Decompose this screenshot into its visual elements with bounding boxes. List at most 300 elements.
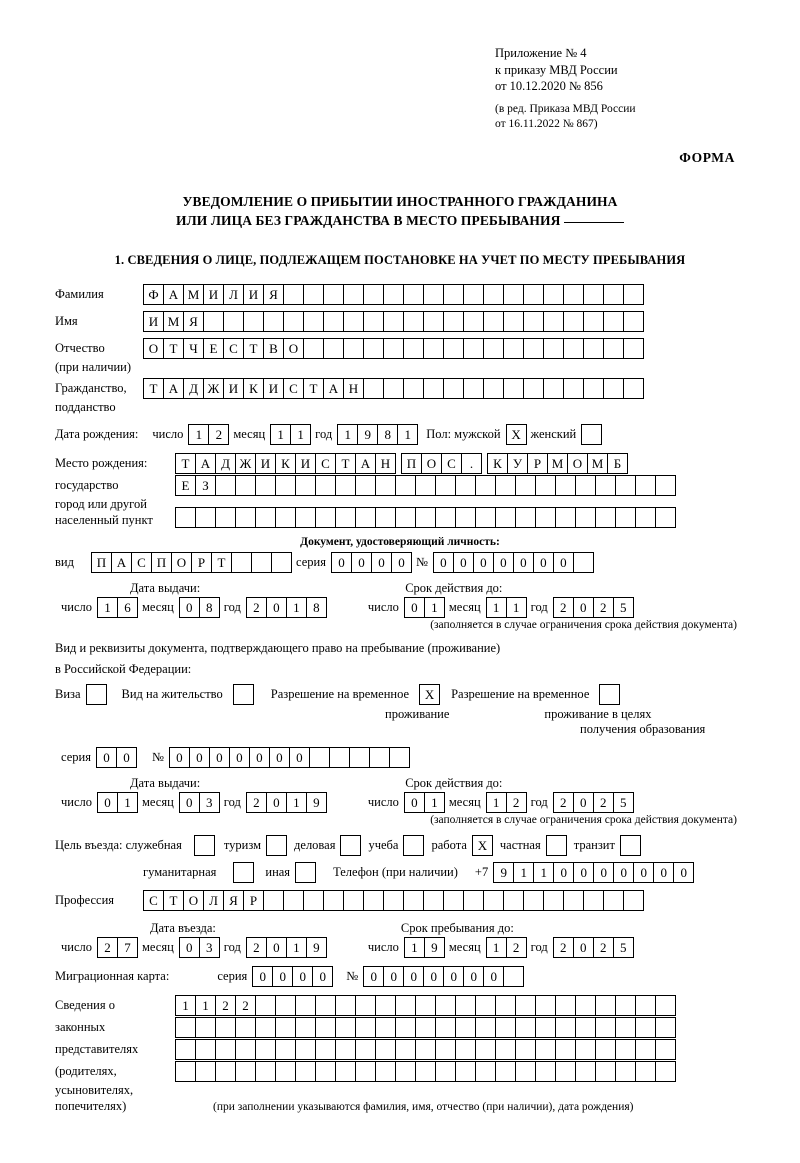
cell[interactable]: 2 xyxy=(506,937,527,958)
cell[interactable]: Р xyxy=(527,453,548,474)
cell[interactable]: Я xyxy=(263,284,284,305)
cell[interactable]: 1 xyxy=(97,597,118,618)
cell[interactable]: Р xyxy=(243,890,264,911)
cell[interactable] xyxy=(483,378,504,399)
cell[interactable] xyxy=(423,378,444,399)
cell[interactable]: О xyxy=(171,552,192,573)
cell[interactable] xyxy=(315,1039,336,1060)
cell[interactable] xyxy=(655,1061,676,1082)
cell[interactable] xyxy=(523,311,544,332)
cell[interactable]: 1 xyxy=(424,597,445,618)
cell[interactable]: 2 xyxy=(215,995,236,1016)
cell[interactable]: 0 xyxy=(513,552,534,573)
cell[interactable]: 0 xyxy=(633,862,654,883)
cell[interactable] xyxy=(463,338,484,359)
birthplace-line1-input[interactable] xyxy=(175,453,627,474)
birthplace-line2-input[interactable] xyxy=(175,475,675,496)
cell[interactable]: А xyxy=(111,552,132,573)
cell[interactable] xyxy=(231,552,252,573)
cell[interactable] xyxy=(535,1039,556,1060)
cell[interactable] xyxy=(623,284,644,305)
cell[interactable] xyxy=(575,475,596,496)
cell[interactable] xyxy=(233,862,254,883)
entry-year-input[interactable] xyxy=(246,937,326,958)
cell[interactable] xyxy=(563,338,584,359)
cell[interactable]: И xyxy=(223,378,244,399)
cell[interactable] xyxy=(355,1061,376,1082)
cell[interactable]: И xyxy=(263,378,284,399)
cell[interactable] xyxy=(595,507,616,528)
cell[interactable] xyxy=(455,1017,476,1038)
permit-issue-month-input[interactable] xyxy=(179,792,219,813)
cell[interactable]: 0 xyxy=(573,597,594,618)
cell[interactable]: Т xyxy=(175,453,196,474)
cell[interactable]: 1 xyxy=(513,862,534,883)
cell[interactable] xyxy=(555,1061,576,1082)
cell[interactable] xyxy=(340,835,361,856)
cell[interactable] xyxy=(563,284,584,305)
cell[interactable]: 0 xyxy=(483,966,504,987)
cell[interactable]: Х xyxy=(419,684,440,705)
permit-issue-day-input[interactable] xyxy=(97,792,137,813)
cell[interactable]: А xyxy=(163,378,184,399)
cell[interactable]: 0 xyxy=(453,552,474,573)
cell[interactable]: 0 xyxy=(292,966,313,987)
cell[interactable]: Т xyxy=(303,378,324,399)
cell[interactable]: 0 xyxy=(371,552,392,573)
cell[interactable]: 0 xyxy=(613,862,634,883)
cell[interactable] xyxy=(275,1061,296,1082)
cell[interactable] xyxy=(233,684,254,705)
cell[interactable] xyxy=(235,507,256,528)
cell[interactable] xyxy=(389,747,410,768)
temp-residence-checkbox[interactable] xyxy=(419,684,439,705)
cell[interactable]: О xyxy=(143,338,164,359)
cell[interactable]: И xyxy=(243,284,264,305)
purpose-business-checkbox[interactable] xyxy=(340,835,360,856)
cell[interactable] xyxy=(349,747,370,768)
cell[interactable] xyxy=(615,1061,636,1082)
cell[interactable] xyxy=(515,475,536,496)
cell[interactable] xyxy=(435,1061,456,1082)
cell[interactable]: К xyxy=(487,453,508,474)
cell[interactable] xyxy=(635,1039,656,1060)
purpose-humanitarian-checkbox[interactable] xyxy=(233,862,253,883)
cell[interactable]: С xyxy=(131,552,152,573)
cell[interactable] xyxy=(515,1039,536,1060)
cell[interactable]: 0 xyxy=(351,552,372,573)
idoc-issue-month-input[interactable] xyxy=(179,597,219,618)
cell[interactable]: 1 xyxy=(270,424,291,445)
cell[interactable] xyxy=(383,890,404,911)
cell[interactable] xyxy=(383,378,404,399)
cell[interactable] xyxy=(503,378,524,399)
cell[interactable] xyxy=(235,475,256,496)
cell[interactable] xyxy=(255,475,276,496)
cell[interactable] xyxy=(295,507,316,528)
cell[interactable] xyxy=(515,507,536,528)
sex-male-checkbox[interactable] xyxy=(506,424,526,445)
cell[interactable] xyxy=(615,507,636,528)
cell[interactable]: Ч xyxy=(183,338,204,359)
cell[interactable]: Т xyxy=(163,890,184,911)
cell[interactable] xyxy=(255,1039,276,1060)
cell[interactable] xyxy=(495,1039,516,1060)
legal-rep-line2-input[interactable] xyxy=(175,1017,675,1038)
cell[interactable]: И xyxy=(255,453,276,474)
cell[interactable]: 0 xyxy=(272,966,293,987)
cell[interactable] xyxy=(395,1061,416,1082)
cell[interactable] xyxy=(415,1061,436,1082)
cell[interactable] xyxy=(363,284,384,305)
cell[interactable]: 8 xyxy=(377,424,398,445)
cell[interactable]: К xyxy=(243,378,264,399)
cell[interactable] xyxy=(235,1061,256,1082)
cell[interactable] xyxy=(655,507,676,528)
cell[interactable] xyxy=(403,311,424,332)
cell[interactable] xyxy=(423,284,444,305)
cell[interactable] xyxy=(195,1061,216,1082)
cell[interactable]: 0 xyxy=(391,552,412,573)
cell[interactable]: 0 xyxy=(404,597,425,618)
cell[interactable] xyxy=(599,684,620,705)
cell[interactable] xyxy=(403,338,424,359)
cell[interactable]: И xyxy=(143,311,164,332)
cell[interactable] xyxy=(275,995,296,1016)
cell[interactable]: 0 xyxy=(573,862,594,883)
cell[interactable]: 0 xyxy=(653,862,674,883)
cell[interactable] xyxy=(383,284,404,305)
cell[interactable] xyxy=(415,1017,436,1038)
cell[interactable] xyxy=(543,311,564,332)
cell[interactable] xyxy=(503,338,524,359)
cell[interactable]: 2 xyxy=(246,792,267,813)
cell[interactable]: 5 xyxy=(613,937,634,958)
cell[interactable]: 0 xyxy=(312,966,333,987)
cell[interactable] xyxy=(275,1017,296,1038)
cell[interactable]: 0 xyxy=(403,966,424,987)
cell[interactable]: С xyxy=(441,453,462,474)
cell[interactable] xyxy=(235,1017,256,1038)
purpose-service-checkbox[interactable] xyxy=(194,835,214,856)
cell[interactable] xyxy=(266,835,287,856)
cell[interactable]: Н xyxy=(343,378,364,399)
cell[interactable] xyxy=(503,890,524,911)
cell[interactable]: 2 xyxy=(506,792,527,813)
cell[interactable] xyxy=(635,507,656,528)
cell[interactable] xyxy=(383,338,404,359)
birthplace-line3-input[interactable] xyxy=(175,507,675,528)
cell[interactable] xyxy=(463,311,484,332)
cell[interactable] xyxy=(575,507,596,528)
cell[interactable] xyxy=(255,1017,276,1038)
cell[interactable] xyxy=(475,1039,496,1060)
cell[interactable] xyxy=(483,338,504,359)
cell[interactable] xyxy=(535,1017,556,1038)
citizenship-input[interactable] xyxy=(143,378,643,399)
idoc-valid-month-input[interactable] xyxy=(486,597,526,618)
cell[interactable] xyxy=(175,1039,196,1060)
idoc-valid-year-input[interactable] xyxy=(553,597,633,618)
cell[interactable]: 0 xyxy=(209,747,230,768)
cell[interactable]: 1 xyxy=(404,937,425,958)
cell[interactable] xyxy=(403,835,424,856)
cell[interactable]: 2 xyxy=(553,792,574,813)
cell[interactable] xyxy=(275,1039,296,1060)
cell[interactable] xyxy=(603,338,624,359)
cell[interactable]: 5 xyxy=(613,792,634,813)
legal-rep-line3-input[interactable] xyxy=(175,1039,675,1060)
cell[interactable] xyxy=(623,890,644,911)
cell[interactable] xyxy=(603,378,624,399)
cell[interactable]: Т xyxy=(211,552,232,573)
cell[interactable]: 2 xyxy=(593,597,614,618)
cell[interactable] xyxy=(655,1017,676,1038)
cell[interactable] xyxy=(295,1061,316,1082)
surname-input[interactable] xyxy=(143,284,643,305)
cell[interactable]: А xyxy=(355,453,376,474)
cell[interactable] xyxy=(343,284,364,305)
cell[interactable]: 1 xyxy=(175,995,196,1016)
mc-number-input[interactable] xyxy=(363,966,523,987)
cell[interactable] xyxy=(355,1017,376,1038)
residence-permit-checkbox[interactable] xyxy=(233,684,253,705)
cell[interactable]: 0 xyxy=(116,747,137,768)
cell[interactable] xyxy=(195,507,216,528)
cell[interactable] xyxy=(203,311,224,332)
cell[interactable] xyxy=(581,424,602,445)
cell[interactable] xyxy=(435,475,456,496)
cell[interactable]: Л xyxy=(223,284,244,305)
purpose-private-checkbox[interactable] xyxy=(546,835,566,856)
cell[interactable]: 1 xyxy=(486,597,507,618)
idoc-number-input[interactable] xyxy=(433,552,593,573)
cell[interactable] xyxy=(463,378,484,399)
cell[interactable]: 1 xyxy=(486,937,507,958)
cell[interactable]: Т xyxy=(335,453,356,474)
cell[interactable]: 9 xyxy=(357,424,378,445)
cell[interactable]: 9 xyxy=(306,937,327,958)
cell[interactable] xyxy=(543,284,564,305)
cell[interactable] xyxy=(271,552,292,573)
cell[interactable]: М xyxy=(547,453,568,474)
cell[interactable] xyxy=(543,890,564,911)
cell[interactable]: С xyxy=(283,378,304,399)
entry-day-input[interactable] xyxy=(97,937,137,958)
cell[interactable] xyxy=(515,995,536,1016)
cell[interactable]: 2 xyxy=(235,995,256,1016)
cell[interactable]: 9 xyxy=(424,937,445,958)
cell[interactable] xyxy=(495,1061,516,1082)
stay-year-input[interactable] xyxy=(553,937,633,958)
cell[interactable]: 1 xyxy=(486,792,507,813)
cell[interactable]: М xyxy=(163,311,184,332)
cell[interactable]: 3 xyxy=(199,937,220,958)
permit-issue-year-input[interactable] xyxy=(246,792,326,813)
cell[interactable]: Я xyxy=(223,890,244,911)
cell[interactable] xyxy=(175,1017,196,1038)
cell[interactable]: 2 xyxy=(246,597,267,618)
cell[interactable]: 0 xyxy=(179,937,200,958)
cell[interactable] xyxy=(555,507,576,528)
cell[interactable] xyxy=(495,475,516,496)
cell[interactable] xyxy=(543,378,564,399)
cell[interactable]: 0 xyxy=(269,747,290,768)
cell[interactable] xyxy=(483,311,504,332)
purpose-work-checkbox[interactable] xyxy=(472,835,492,856)
cell[interactable]: Б xyxy=(607,453,628,474)
cell[interactable]: Я xyxy=(183,311,204,332)
name-input[interactable] xyxy=(143,311,643,332)
cell[interactable]: 2 xyxy=(553,597,574,618)
cell[interactable] xyxy=(620,835,641,856)
cell[interactable] xyxy=(295,995,316,1016)
cell[interactable] xyxy=(583,338,604,359)
cell[interactable] xyxy=(503,284,524,305)
cell[interactable] xyxy=(595,475,616,496)
cell[interactable]: В xyxy=(263,338,284,359)
cell[interactable] xyxy=(295,862,316,883)
cell[interactable] xyxy=(615,995,636,1016)
cell[interactable] xyxy=(323,284,344,305)
cell[interactable] xyxy=(443,890,464,911)
cell[interactable]: О xyxy=(567,453,588,474)
cell[interactable] xyxy=(435,1039,456,1060)
cell[interactable]: 0 xyxy=(593,862,614,883)
cell[interactable] xyxy=(563,311,584,332)
cell[interactable]: 1 xyxy=(117,792,138,813)
cell[interactable]: 1 xyxy=(290,424,311,445)
cell[interactable]: 1 xyxy=(195,995,216,1016)
cell[interactable] xyxy=(443,338,464,359)
cell[interactable] xyxy=(503,966,524,987)
cell[interactable]: 0 xyxy=(383,966,404,987)
cell[interactable]: 2 xyxy=(97,937,118,958)
cell[interactable]: Д xyxy=(183,378,204,399)
cell[interactable]: Ж xyxy=(203,378,224,399)
cell[interactable] xyxy=(583,890,604,911)
cell[interactable] xyxy=(395,1039,416,1060)
cell[interactable]: 0 xyxy=(433,552,454,573)
permit-series-input[interactable] xyxy=(96,747,136,768)
cell[interactable] xyxy=(595,1017,616,1038)
cell[interactable] xyxy=(523,378,544,399)
cell[interactable] xyxy=(335,1039,356,1060)
cell[interactable] xyxy=(655,475,676,496)
cell[interactable] xyxy=(535,507,556,528)
cell[interactable] xyxy=(375,995,396,1016)
cell[interactable] xyxy=(375,1017,396,1038)
cell[interactable]: 1 xyxy=(506,597,527,618)
cell[interactable] xyxy=(215,1017,236,1038)
cell[interactable] xyxy=(335,995,356,1016)
cell[interactable] xyxy=(415,475,436,496)
cell[interactable] xyxy=(215,507,236,528)
patronymic-input[interactable] xyxy=(143,338,643,359)
cell[interactable] xyxy=(475,507,496,528)
cell[interactable] xyxy=(535,475,556,496)
cell[interactable] xyxy=(194,835,215,856)
cell[interactable] xyxy=(455,995,476,1016)
cell[interactable] xyxy=(375,1061,396,1082)
cell[interactable] xyxy=(323,890,344,911)
cell[interactable] xyxy=(403,890,424,911)
idoc-valid-day-input[interactable] xyxy=(404,597,444,618)
stay-month-input[interactable] xyxy=(486,937,526,958)
legal-rep-line4-input[interactable] xyxy=(175,1061,675,1082)
cell[interactable]: А xyxy=(323,378,344,399)
cell[interactable] xyxy=(403,284,424,305)
cell[interactable] xyxy=(355,475,376,496)
cell[interactable]: . xyxy=(461,453,482,474)
purpose-study-checkbox[interactable] xyxy=(403,835,423,856)
cell[interactable]: 1 xyxy=(188,424,209,445)
cell[interactable] xyxy=(355,995,376,1016)
profession-input[interactable] xyxy=(143,890,643,911)
cell[interactable] xyxy=(175,507,196,528)
cell[interactable]: 0 xyxy=(331,552,352,573)
cell[interactable] xyxy=(403,378,424,399)
cell[interactable]: 0 xyxy=(229,747,250,768)
cell[interactable] xyxy=(369,747,390,768)
cell[interactable] xyxy=(263,890,284,911)
cell[interactable] xyxy=(275,507,296,528)
cell[interactable] xyxy=(323,311,344,332)
cell[interactable] xyxy=(523,890,544,911)
cell[interactable]: Т xyxy=(163,338,184,359)
cell[interactable] xyxy=(243,311,264,332)
permit-valid-month-input[interactable] xyxy=(486,792,526,813)
cell[interactable]: 1 xyxy=(397,424,418,445)
birth-year-input[interactable] xyxy=(337,424,417,445)
cell[interactable] xyxy=(255,1061,276,1082)
cell[interactable] xyxy=(295,1017,316,1038)
cell[interactable]: 2 xyxy=(593,937,614,958)
cell[interactable] xyxy=(463,890,484,911)
cell[interactable] xyxy=(435,995,456,1016)
cell[interactable] xyxy=(555,475,576,496)
cell[interactable] xyxy=(623,378,644,399)
cell[interactable]: 0 xyxy=(573,937,594,958)
cell[interactable]: 8 xyxy=(199,597,220,618)
cell[interactable]: 0 xyxy=(289,747,310,768)
cell[interactable] xyxy=(195,1039,216,1060)
cell[interactable] xyxy=(475,1061,496,1082)
cell[interactable] xyxy=(563,378,584,399)
cell[interactable] xyxy=(395,995,416,1016)
cell[interactable] xyxy=(455,507,476,528)
cell[interactable] xyxy=(573,552,594,573)
cell[interactable] xyxy=(355,1039,376,1060)
cell[interactable] xyxy=(623,311,644,332)
cell[interactable]: 1 xyxy=(286,597,307,618)
cell[interactable]: 0 xyxy=(553,862,574,883)
cell[interactable]: П xyxy=(151,552,172,573)
cell[interactable] xyxy=(335,1017,356,1038)
cell[interactable] xyxy=(435,1017,456,1038)
cell[interactable]: 0 xyxy=(463,966,484,987)
cell[interactable] xyxy=(303,338,324,359)
cell[interactable]: 0 xyxy=(533,552,554,573)
cell[interactable]: Р xyxy=(191,552,212,573)
cell[interactable]: З xyxy=(195,475,216,496)
cell[interactable] xyxy=(329,747,350,768)
cell[interactable] xyxy=(455,1039,476,1060)
cell[interactable] xyxy=(283,311,304,332)
purpose-other-checkbox[interactable] xyxy=(295,862,315,883)
cell[interactable] xyxy=(263,311,284,332)
cell[interactable] xyxy=(375,507,396,528)
